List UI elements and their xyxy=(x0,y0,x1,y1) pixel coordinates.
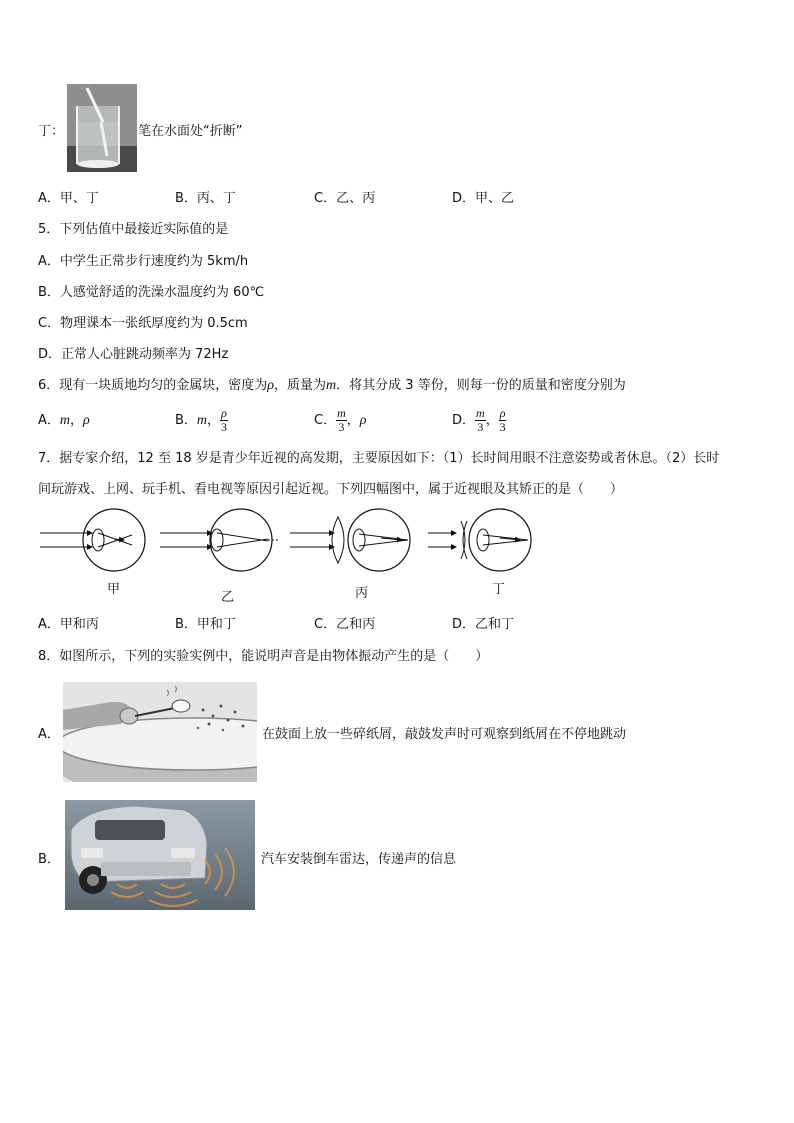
q5-stem: 5．下列估值中最接近实际值的是 xyxy=(38,222,229,237)
q8-option-b-letter[interactable]: B． xyxy=(38,852,60,867)
q6-option-b[interactable]: B．m， $\frac{\rho}{3}$ xyxy=(175,406,227,434)
eye-diagram-ding xyxy=(428,509,531,571)
q4-option-b[interactable]: B．丙、丁 xyxy=(175,191,236,206)
q8-stem: 8．如图所示，下列的实验实例中，能说明声音是由物体振动产生的是（ ） xyxy=(38,649,489,664)
q7-option-a[interactable]: A．甲和丙 xyxy=(38,617,99,632)
eye-label-ding: 丁 xyxy=(492,582,506,597)
q7-stem-line2: 间玩游戏、上网、玩手机、看电视等原因引起近视。下列四幅图中，属于近视眼及其矫正的是（ ） xyxy=(38,482,624,497)
q6-option-c[interactable]: C． $\frac{m}{3}$ ，ρ xyxy=(314,406,367,434)
eye-label-yi: 乙 xyxy=(221,590,235,605)
pen-in-glass-photo xyxy=(67,84,137,172)
eye-label-bing: 丙 xyxy=(355,586,369,601)
q5-option-a[interactable]: A．中学生正常步行速度约为 5km/h xyxy=(38,254,249,269)
q8-option-a-text: 在鼓面上放一些碎纸屑，敲鼓发声时可观察到纸屑在不停地跳动 xyxy=(262,727,627,742)
eye-diagram-bing xyxy=(290,509,410,571)
drum-paper-photo xyxy=(63,682,257,782)
q7-option-b[interactable]: B．甲和丁 xyxy=(175,617,236,632)
q5-option-c[interactable]: C．物理课本一张纸厚度约为 0.5cm xyxy=(38,316,248,331)
q5-option-d[interactable]: D．正常人心脏跳动频率为 72Hz xyxy=(38,347,229,362)
eye-diagrams xyxy=(36,505,546,580)
q7-option-d[interactable]: D．乙和丁 xyxy=(452,617,515,632)
q4-option-d[interactable]: D．甲、乙 xyxy=(452,191,515,206)
q4-option-a[interactable]: A．甲、丁 xyxy=(38,191,99,206)
eye-label-jia: 甲 xyxy=(107,582,121,597)
reversing-radar-photo xyxy=(65,800,255,910)
item-ding-label: 丁： xyxy=(38,124,65,139)
q6-option-d[interactable]: D． $\frac{m}{3}$ ， $\frac{\rho}{3}$ xyxy=(452,406,506,434)
q7-option-c[interactable]: C．乙和丙 xyxy=(314,617,376,632)
q4-option-c[interactable]: C．乙、丙 xyxy=(314,191,376,206)
ding-caption: 笔在水面处“折断” xyxy=(138,124,243,139)
q6-stem: 6．现有一块质地均匀的金属块，密度为ρ，质量为m．将其分成 3 等份，则每一份的质量和密度分别为 xyxy=(38,378,626,393)
q8-option-b-text: 汽车安装倒车雷达，传递声的信息 xyxy=(261,852,457,867)
q5-option-b[interactable]: B．人感觉舒适的洗澡水温度约为 60℃ xyxy=(38,285,265,300)
eye-diagram-yi xyxy=(160,509,280,571)
q8-option-a-letter[interactable]: A． xyxy=(38,727,60,742)
eye-diagram-jia xyxy=(40,509,145,571)
q6-option-a[interactable]: A．m，ρ xyxy=(38,413,90,428)
q7-stem-line1: 7．据专家介绍，12 至 18 岁是青少年近视的高发期，主要原因如下：（1）长时间用眼不注意姿势或者休息。（2）长时 xyxy=(38,451,720,466)
